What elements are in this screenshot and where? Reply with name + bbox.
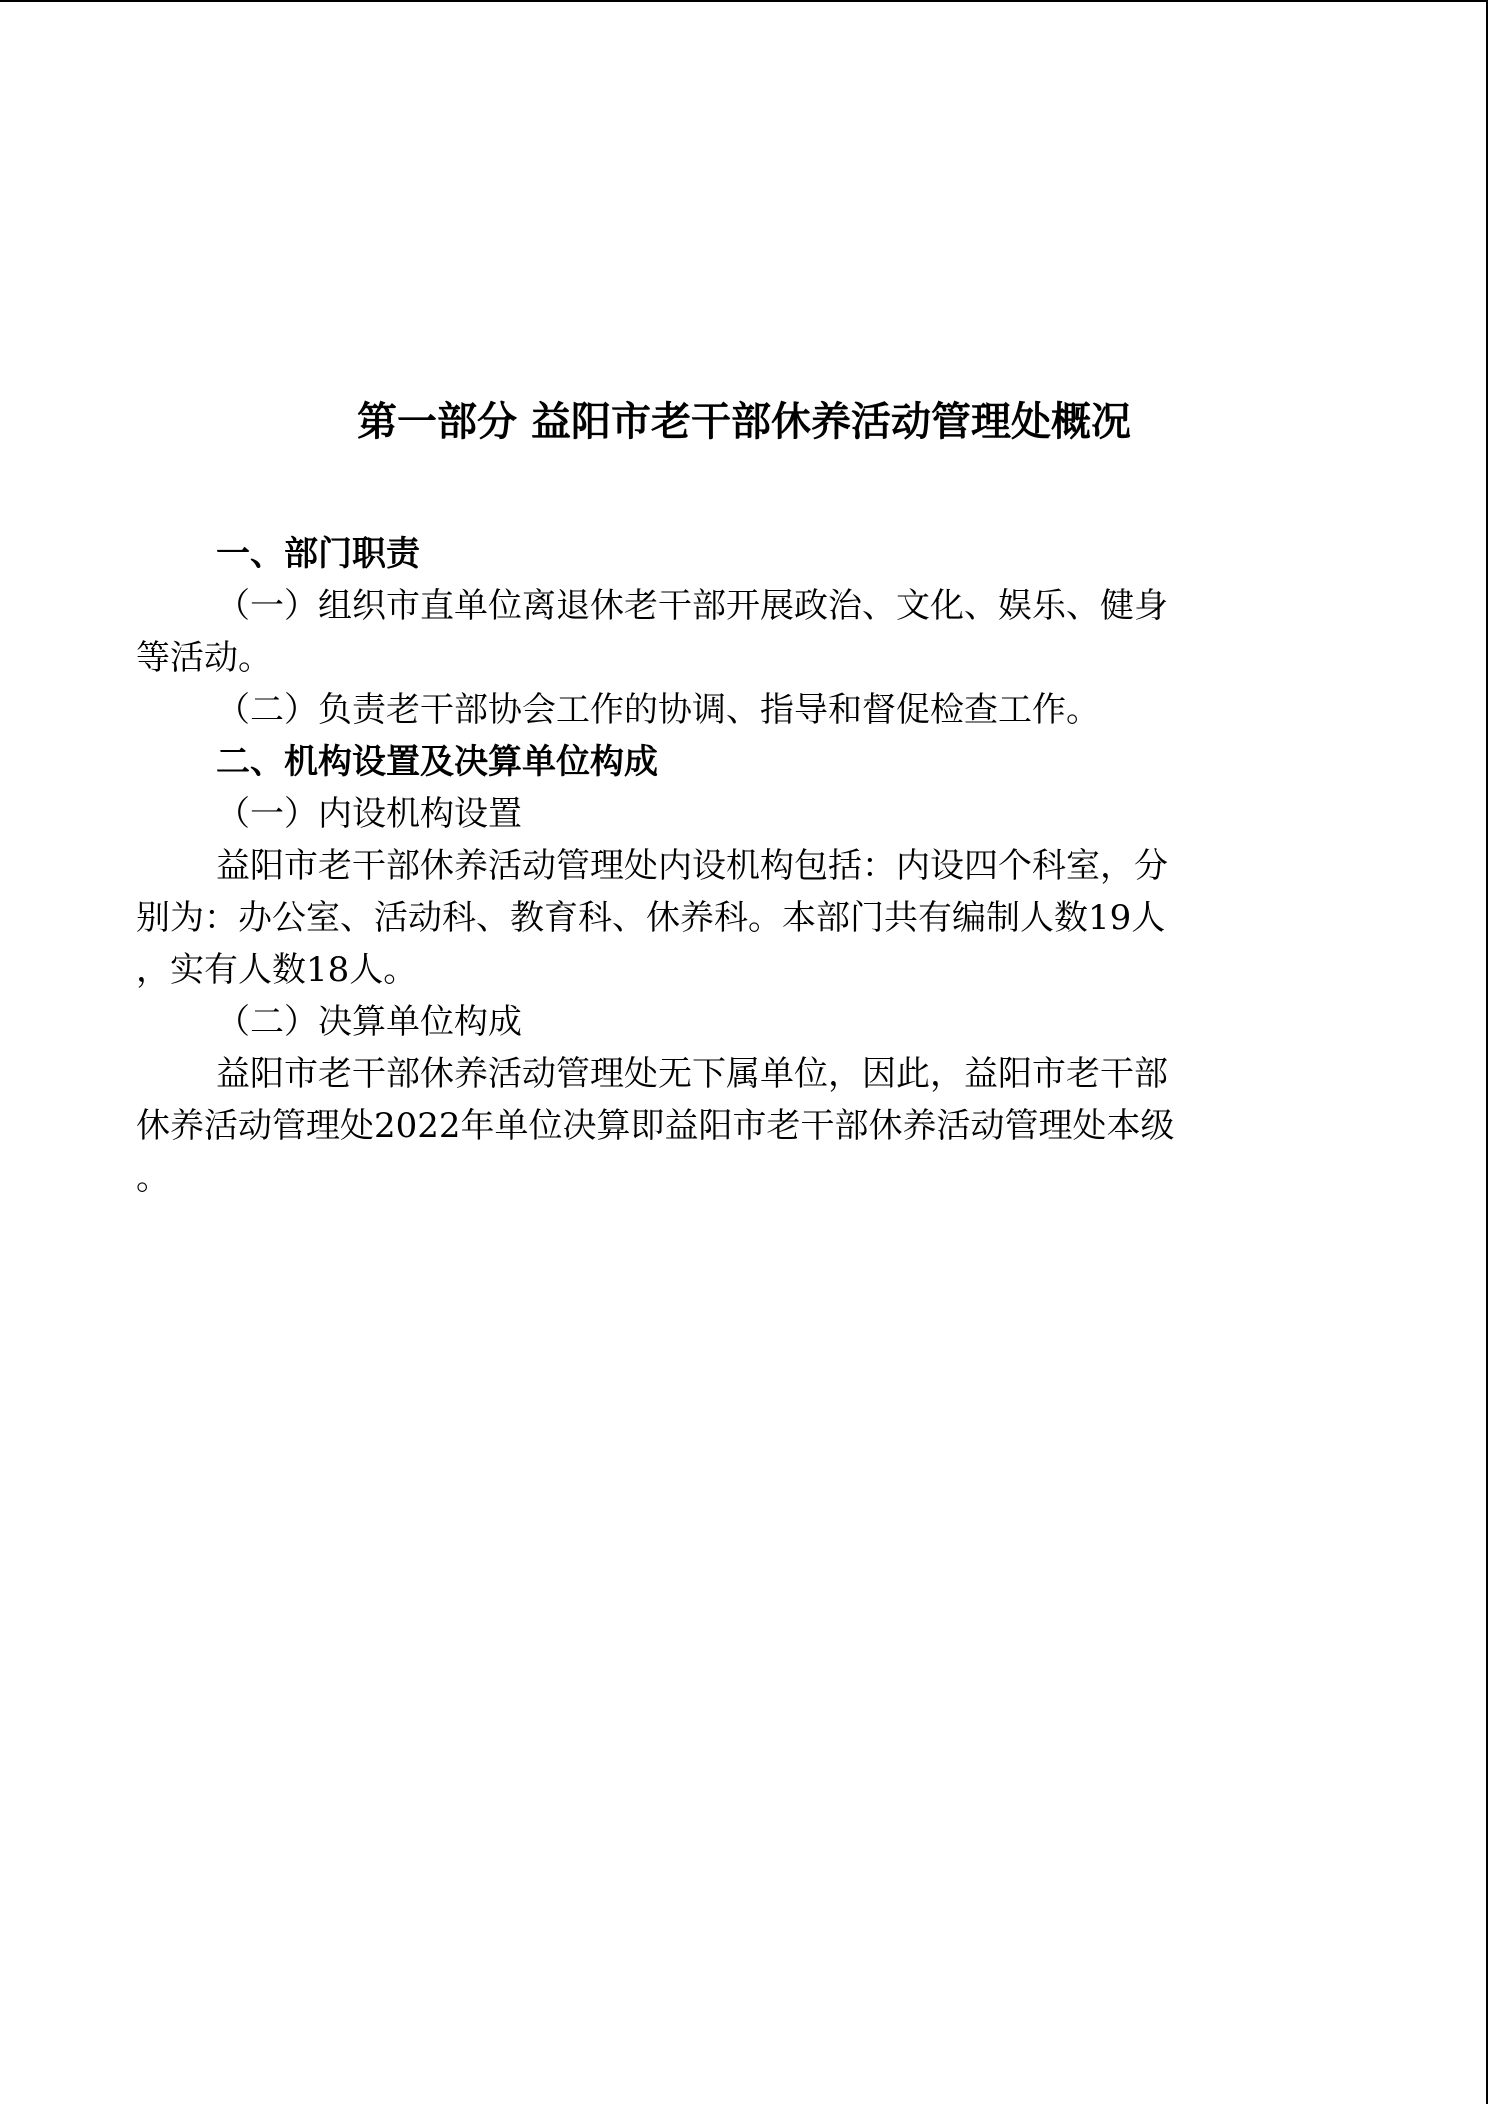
- budget-units-line-2: 休养活动管理处2022年单位决算即益阳市老干部休养活动管理处本级: [136, 1106, 1175, 1146]
- page-title: 第一部分 益阳市老干部休养活动管理处概况: [357, 398, 1131, 445]
- duty-item-2: （二）负责老干部协会工作的协调、指导和督促检查工作。: [216, 690, 1100, 730]
- duty-item-1-line-2: 等活动。: [136, 638, 272, 678]
- section-heading-duties: 一、部门职责: [216, 534, 420, 574]
- budget-units-line-3: 。: [136, 1158, 170, 1198]
- budget-units-line-1: 益阳市老干部休养活动管理处无下属单位，因此，益阳市老干部: [216, 1054, 1168, 1094]
- document-body: [136, 528, 1336, 1204]
- internal-structure-line-1: 益阳市老干部休养活动管理处内设机构包括：内设四个科室，分: [216, 846, 1168, 886]
- page-border-top: [0, 0, 1488, 2]
- internal-structure-line-2: 别为：办公室、活动科、教育科、休养科。本部门共有编制人数19人: [136, 898, 1166, 938]
- subsection-heading-internal-structure: （一）内设机构设置: [216, 794, 522, 834]
- section-heading-structure: 二、机构设置及决算单位构成: [216, 742, 658, 782]
- internal-structure-line-3: ，实有人数18人。: [136, 950, 418, 990]
- duty-item-1-line-1: （一）组织市直单位离退休老干部开展政治、文化、娱乐、健身: [216, 586, 1168, 626]
- subsection-heading-budget-units: （二）决算单位构成: [216, 1002, 522, 1042]
